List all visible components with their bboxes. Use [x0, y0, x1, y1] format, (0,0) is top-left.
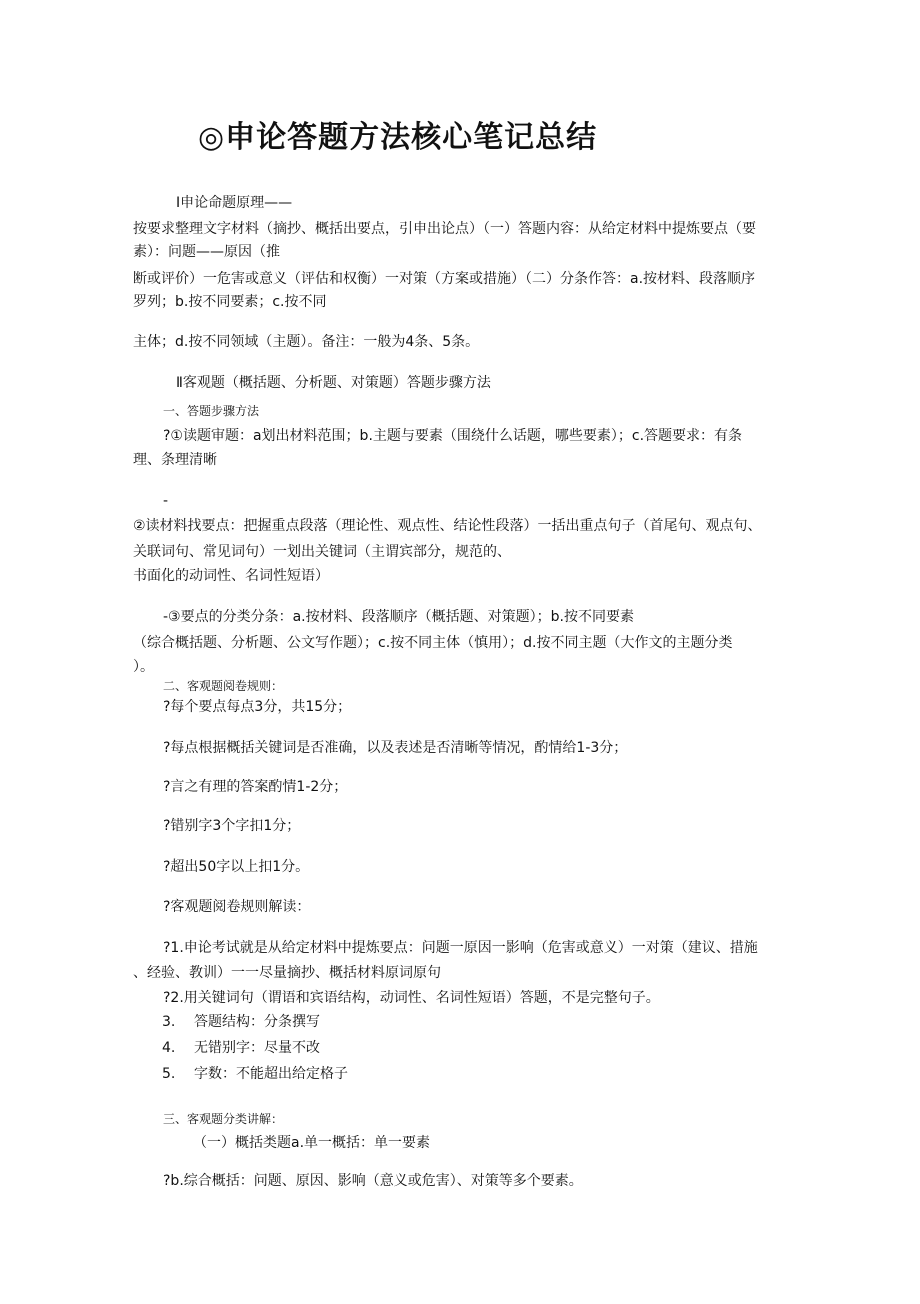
- paragraph-line: ?b.综合概括：问题、原因、影响（意义或危害）、对策等多个要素。: [163, 1173, 583, 1189]
- rule-item: ?客观题阅卷规则解读：: [163, 899, 311, 915]
- paragraph-line: ）。: [133, 659, 154, 675]
- paragraph-line: （一）概括类题a.单一概括：单一要素: [193, 1135, 431, 1151]
- numbered-item: [162, 1039, 320, 1057]
- section-heading: Ⅱ客观题（概括题、分析题、对策题）答题步骤方法: [176, 375, 491, 391]
- item-number: 3.: [162, 1014, 176, 1030]
- paragraph-line: （综合概括题、分析题、公文写作题）；c.按不同主体（慎用）；d.按不同主题（大作文的主题分类: [133, 635, 733, 651]
- item-text: 无错别字：尽量不改: [194, 1040, 320, 1056]
- paragraph-line: 主体；d.按不同领域（主题）。备注：一般为4条、5条。: [133, 334, 480, 350]
- section-heading: Ⅰ申论命题原理——: [176, 195, 293, 211]
- paragraph-line: ?①读题审题：a划出材料范围；b.主题与要素（围绕什么话题，哪些要素）；c.答题要求：有条: [163, 428, 743, 444]
- rule-item: ?每点根据概括关键词是否准确，以及表述是否清晰等情况，酌情给1-3分；: [163, 740, 628, 756]
- subsection-heading: 一、答题步骤方法: [163, 404, 260, 418]
- numbered-item: [162, 1013, 320, 1031]
- subsection-heading: 三、客观题分类讲解：: [163, 1112, 284, 1126]
- paragraph-line: 书面化的动词性、名词性短语）: [133, 568, 329, 584]
- rule-item: ?每个要点每点3分，共15分；: [163, 699, 352, 715]
- subsection-heading: 二、客观题阅卷规则：: [163, 679, 284, 693]
- paragraph-line: ②读材料找要点：把握重点段落（理论性、观点性、结论性段落）一括出重点句子（首尾句、观点句、: [133, 518, 762, 534]
- rule-item: ?超出50字以上扣1分。: [163, 859, 310, 875]
- paragraph-line: ?2.用关键词句（谓语和宾语结构，动词性、名词性短语）答题，不是完整句子。: [163, 990, 660, 1006]
- paragraph-line: 罗列；b.按不同要素；c.按不同: [133, 294, 327, 310]
- item-text: 答题结构：分条撰写: [194, 1014, 320, 1030]
- paragraph-line: -③要点的分类分条：a.按材料、段落顺序（概括题、对策题）；b.按不同要素: [163, 609, 634, 625]
- item-number: 4.: [162, 1040, 176, 1056]
- numbered-item: [162, 1065, 348, 1083]
- page-title: ◎申论答题方法核心笔记总结: [198, 120, 598, 155]
- rule-item: ?错别字3个字扣1分；: [163, 818, 301, 834]
- item-text: 字数：不能超出给定格子: [194, 1066, 348, 1082]
- paragraph-line: 理、条理清晰: [133, 452, 217, 468]
- paragraph-line: ?1.申论考试就是从给定材料中提炼要点：问题一原因一影响（危害或意义）一对策（建议、措施: [163, 940, 758, 956]
- paragraph-line: 关联词句、常见词句）一划出关键词（主谓宾部分，规范的、: [133, 544, 511, 560]
- paragraph-line: 断或评价）一危害或意义（评估和权衡）一对策（方案或措施）（二）分条作答：a.按材料、段落顺序: [133, 271, 756, 287]
- paragraph-line: 按要求整理文字材料（摘抄、概括出要点，引申出论点）（一）答题内容：从给定材料中提炼要点（要: [133, 221, 756, 237]
- item-number: 5.: [162, 1066, 176, 1082]
- dash-mark: -: [163, 493, 169, 509]
- paragraph-line: 、经验、教训）一一尽量摘抄、概括材料原词原句: [133, 965, 441, 981]
- rule-item: ?言之有理的答案酌情1-2分；: [163, 779, 348, 795]
- paragraph-line: 素）：问题——原因（推: [133, 244, 280, 260]
